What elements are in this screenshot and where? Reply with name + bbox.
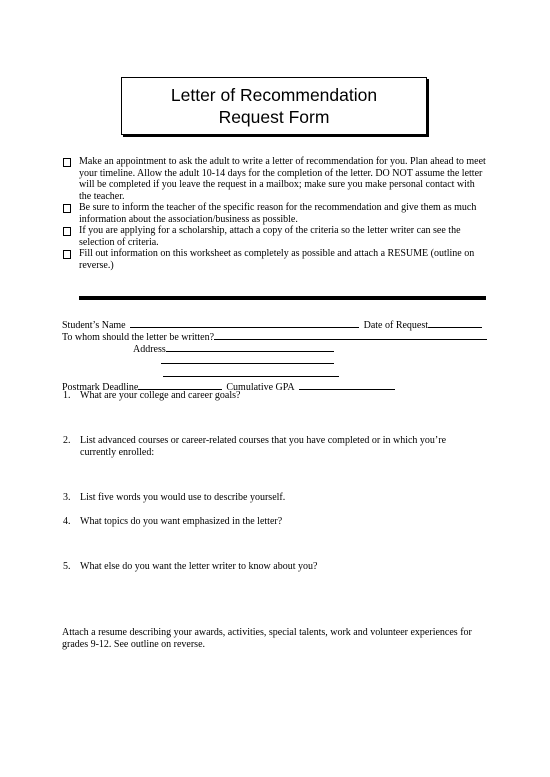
- section-divider: [79, 296, 486, 300]
- question-number: 2.: [63, 435, 71, 446]
- question-number: 3.: [63, 492, 71, 503]
- checkbox-bullet-icon: [63, 204, 71, 213]
- question-5: [63, 561, 480, 573]
- address-label: Address: [133, 344, 166, 355]
- question-2: [63, 435, 480, 459]
- question-text: What else do you want the letter writer to know about you?: [80, 561, 318, 572]
- student-name-blank[interactable]: [130, 318, 359, 328]
- form-title-line2: Request Form: [218, 107, 330, 127]
- address-blank-3[interactable]: [163, 367, 339, 377]
- instruction-text: If you are applying for a scholarship, attach a copy of the criteria so the letter writer can see the selection of criteria.: [79, 225, 461, 248]
- address-row-3: [163, 367, 339, 381]
- instruction-item: [62, 248, 487, 271]
- footer-note: Attach a resume describing your awards, activities, special talents, work and volunteer experiences for grades 9-12. See outline on reverse.: [62, 627, 472, 650]
- address-blank-2[interactable]: [161, 354, 334, 364]
- question-number: 4.: [63, 516, 71, 527]
- question-4: [63, 516, 480, 528]
- question-text: List five words you would use to describe yourself.: [80, 492, 286, 503]
- instructions-list: [62, 156, 487, 271]
- postmark-label: Postmark Deadline: [62, 382, 139, 393]
- form-title-box: [121, 77, 427, 135]
- question-number: 1.: [63, 390, 71, 401]
- student-name-label: Student’s Name: [62, 320, 126, 331]
- to-whom-label: To whom should the letter be written?: [62, 332, 215, 343]
- checkbox-bullet-icon: [63, 158, 71, 167]
- instruction-text: Make an appointment to ask the adult to write a letter of recommendation for you. Plan ahead to meet your timeline. Allow the adult 10-14 days for the completion of the letter. DO NOT assume the letter will be completed if you leave the request in a mailbox; make sure you make personal contact with the teacher.: [79, 156, 486, 202]
- to-whom-blank[interactable]: [214, 330, 487, 340]
- checkbox-bullet-icon: [63, 227, 71, 236]
- question-1: [63, 390, 480, 402]
- instruction-text: Fill out information on this worksheet as completely as possible and attach a RESUME (outline on reverse.): [79, 248, 475, 271]
- instruction-item: [62, 202, 487, 225]
- postmark-blank[interactable]: [138, 380, 222, 390]
- question-text: What topics do you want emphasized in the letter?: [80, 516, 283, 527]
- instruction-text: Be sure to inform the teacher of the specific reason for the recommendation and give them as much information about the association/business as possible.: [79, 202, 477, 225]
- question-text: List advanced courses or career-related courses that you have completed or in which you’re currently enrolled:: [80, 435, 447, 458]
- instruction-item: [62, 225, 487, 248]
- form-title-line1: Letter of Recommendation: [170, 85, 378, 105]
- question-text: What are your college and career goals?: [80, 390, 241, 401]
- date-of-request-blank[interactable]: [428, 318, 482, 328]
- question-3: [63, 492, 480, 504]
- checkbox-bullet-icon: [63, 250, 71, 259]
- gpa-blank[interactable]: [299, 380, 395, 390]
- gpa-label: Cumulative GPA: [226, 382, 295, 393]
- address-blank-1[interactable]: [166, 342, 334, 352]
- address-row-2: [161, 354, 334, 368]
- date-of-request-label: Date of Request: [363, 320, 429, 331]
- question-number: 5.: [63, 561, 71, 572]
- instruction-item: [62, 156, 487, 202]
